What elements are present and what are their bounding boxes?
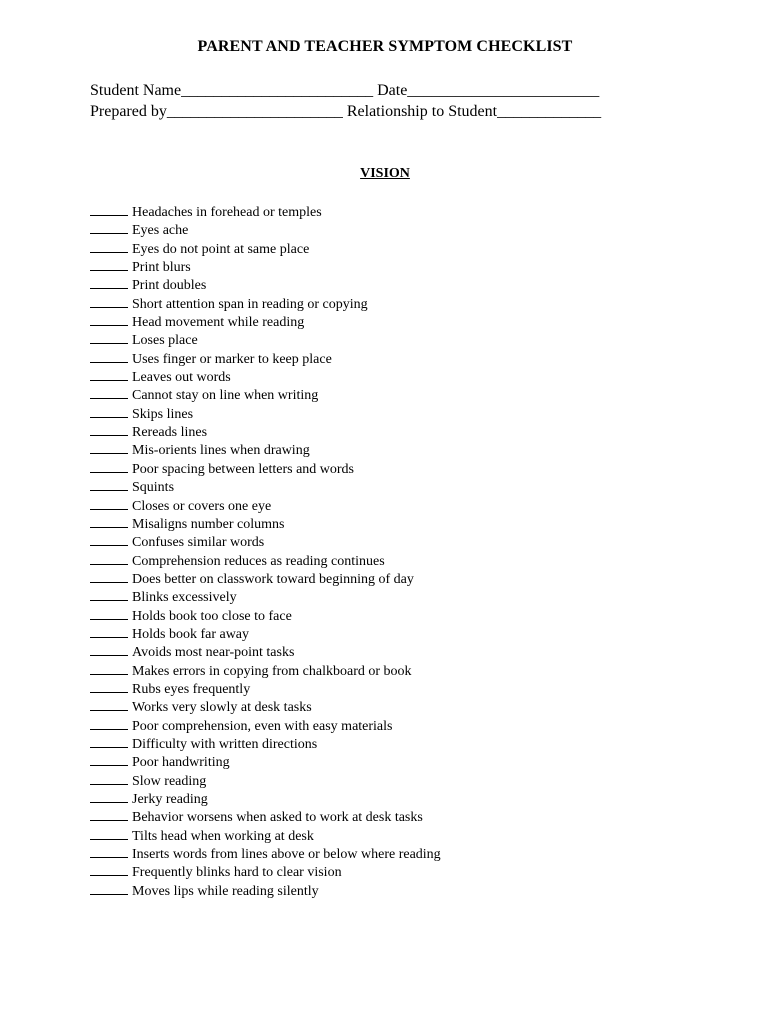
checklist-item bbox=[90, 789, 441, 807]
checklist-item-label: Inserts words from lines above or below where reading bbox=[132, 847, 441, 863]
checklist-item bbox=[90, 367, 441, 385]
checklist-item-label: Frequently blinks hard to clear vision bbox=[132, 865, 342, 881]
checklist-item bbox=[90, 349, 441, 367]
document-title: PARENT AND TEACHER SYMPTOM CHECKLIST bbox=[197, 38, 573, 55]
checklist-item bbox=[90, 752, 441, 770]
checklist-item bbox=[90, 202, 441, 220]
checklist-item-label: Difficulty with written directions bbox=[132, 736, 318, 752]
checklist-item bbox=[90, 294, 441, 312]
checkbox-blank-line[interactable] bbox=[90, 459, 128, 473]
checklist-item-label: Comprehension reduces as reading continues bbox=[132, 553, 385, 569]
checklist-item-label: Slow reading bbox=[132, 773, 207, 789]
checklist-item-label: Rubs eyes frequently bbox=[132, 681, 251, 697]
checklist-item bbox=[90, 642, 441, 660]
checklist-item-label: Avoids most near-point tasks bbox=[132, 645, 295, 661]
checkbox-blank-line[interactable] bbox=[90, 312, 128, 326]
checklist-item-label: Holds book too close to face bbox=[132, 608, 292, 624]
checkbox-blank-line[interactable] bbox=[90, 257, 128, 271]
checkbox-blank-line[interactable] bbox=[90, 862, 128, 876]
checklist-item-label: Blinks excessively bbox=[132, 590, 237, 606]
checklist-item bbox=[90, 862, 441, 880]
student-name-date-line: Student Name________________________ Date________________________ bbox=[90, 82, 600, 99]
checklist-item-label: Uses finger or marker to keep place bbox=[132, 351, 332, 367]
checkbox-blank-line[interactable] bbox=[90, 844, 128, 858]
checkbox-blank-line[interactable] bbox=[90, 734, 128, 748]
checkbox-blank-line[interactable] bbox=[90, 239, 128, 253]
checklist-item bbox=[90, 275, 441, 293]
checklist-item bbox=[90, 312, 441, 330]
checkbox-blank-line[interactable] bbox=[90, 349, 128, 363]
checklist-item-label: Tilts head when working at desk bbox=[132, 828, 314, 844]
checklist-item-label: Poor comprehension, even with easy materials bbox=[132, 718, 393, 734]
checklist-item bbox=[90, 477, 441, 495]
checklist-item bbox=[90, 844, 441, 862]
checkbox-blank-line[interactable] bbox=[90, 606, 128, 620]
checklist-item bbox=[90, 440, 441, 458]
checklist-item bbox=[90, 459, 441, 477]
checkbox-blank-line[interactable] bbox=[90, 422, 128, 436]
checklist-item-label: Eyes do not point at same place bbox=[132, 241, 310, 257]
checkbox-blank-line[interactable] bbox=[90, 477, 128, 491]
checklist-item-label: Behavior worsens when asked to work at desk tasks bbox=[132, 810, 423, 826]
checkbox-blank-line[interactable] bbox=[90, 404, 128, 418]
checkbox-blank-line[interactable] bbox=[90, 881, 128, 895]
checklist-item-label: Head movement while reading bbox=[132, 315, 305, 331]
checkbox-blank-line[interactable] bbox=[90, 752, 128, 766]
checklist-item-label: Holds book far away bbox=[132, 626, 250, 642]
checklist-item bbox=[90, 569, 441, 587]
checklist-item-label: Poor handwriting bbox=[132, 755, 230, 771]
checklist-item bbox=[90, 881, 441, 899]
checklist-item-label: Makes errors in copying from chalkboard or book bbox=[132, 663, 412, 679]
checkbox-blank-line[interactable] bbox=[90, 551, 128, 565]
checklist-item-label: Jerky reading bbox=[132, 792, 208, 807]
checkbox-blank-line[interactable] bbox=[90, 771, 128, 785]
symptom-checklist bbox=[90, 202, 441, 899]
checkbox-blank-line[interactable] bbox=[90, 587, 128, 601]
checkbox-blank-line[interactable] bbox=[90, 330, 128, 344]
checkbox-blank-line[interactable] bbox=[90, 716, 128, 730]
checklist-item-label: Print blurs bbox=[132, 260, 191, 276]
checkbox-blank-line[interactable] bbox=[90, 661, 128, 675]
checklist-item-label: Rereads lines bbox=[132, 425, 208, 441]
checkbox-blank-line[interactable] bbox=[90, 807, 128, 821]
checklist-item-label: Headaches in forehead or temples bbox=[132, 205, 322, 220]
checkbox-blank-line[interactable] bbox=[90, 275, 128, 289]
checklist-item-label: Loses place bbox=[132, 333, 198, 349]
checklist-item bbox=[90, 771, 441, 789]
checklist-item-label: Eyes ache bbox=[132, 223, 189, 239]
checkbox-blank-line[interactable] bbox=[90, 826, 128, 840]
checklist-item-label: Skips lines bbox=[132, 406, 194, 422]
checkbox-blank-line[interactable] bbox=[90, 569, 128, 583]
checkbox-blank-line[interactable] bbox=[90, 385, 128, 399]
prepared-by-relationship-line: Prepared by______________________ Relationship to Student_____________ bbox=[90, 103, 602, 120]
checklist-item-label: Mis-orients lines when drawing bbox=[132, 443, 310, 459]
checklist-item bbox=[90, 624, 441, 642]
checklist-item bbox=[90, 514, 441, 532]
checklist-item bbox=[90, 587, 441, 605]
checkbox-blank-line[interactable] bbox=[90, 624, 128, 638]
checkbox-blank-line[interactable] bbox=[90, 642, 128, 656]
checklist-item bbox=[90, 551, 441, 569]
checkbox-blank-line[interactable] bbox=[90, 367, 128, 381]
checkbox-blank-line[interactable] bbox=[90, 496, 128, 510]
checklist-item bbox=[90, 826, 441, 844]
checklist-item bbox=[90, 385, 441, 403]
checkbox-blank-line[interactable] bbox=[90, 294, 128, 308]
checklist-item bbox=[90, 220, 441, 238]
checklist-item-label: Squints bbox=[132, 480, 175, 496]
checkbox-blank-line[interactable] bbox=[90, 532, 128, 546]
checkbox-blank-line[interactable] bbox=[90, 440, 128, 454]
checklist-item bbox=[90, 532, 441, 550]
checklist-item bbox=[90, 679, 441, 697]
checklist-item-label: Works very slowly at desk tasks bbox=[132, 700, 312, 716]
checklist-item bbox=[90, 496, 441, 514]
checklist-item bbox=[90, 661, 441, 679]
checkbox-blank-line[interactable] bbox=[90, 202, 128, 216]
checklist-item bbox=[90, 606, 441, 624]
checklist-item bbox=[90, 716, 441, 734]
checkbox-blank-line[interactable] bbox=[90, 789, 128, 803]
checkbox-blank-line[interactable] bbox=[90, 697, 128, 711]
checkbox-blank-line[interactable] bbox=[90, 220, 128, 234]
checklist-item bbox=[90, 807, 441, 825]
checkbox-blank-line[interactable] bbox=[90, 514, 128, 528]
checklist-item-label: Short attention span in reading or copying bbox=[132, 296, 368, 312]
checklist-item bbox=[90, 257, 441, 275]
checklist-item-label: Leaves out words bbox=[132, 370, 231, 386]
checklist-item bbox=[90, 330, 441, 348]
checklist-item bbox=[90, 697, 441, 715]
checklist-item-label: Confuses similar words bbox=[132, 535, 265, 551]
checklist-item-label: Print doubles bbox=[132, 278, 207, 294]
checklist-item-label: Closes or covers one eye bbox=[132, 498, 272, 514]
checklist-item-label: Misaligns number columns bbox=[132, 516, 285, 532]
checklist-item bbox=[90, 239, 441, 257]
checklist-item-label: Cannot stay on line when writing bbox=[132, 388, 319, 404]
checklist-item-label: Moves lips while reading silently bbox=[132, 883, 319, 899]
checklist-item bbox=[90, 734, 441, 752]
checklist-item-label: Does better on classwork toward beginning of day bbox=[132, 571, 414, 587]
checklist-item-label: Poor spacing between letters and words bbox=[132, 461, 354, 477]
checkbox-blank-line[interactable] bbox=[90, 679, 128, 693]
checklist-item bbox=[90, 404, 441, 422]
checklist-item bbox=[90, 422, 441, 440]
section-heading-vision: VISION bbox=[360, 166, 410, 181]
